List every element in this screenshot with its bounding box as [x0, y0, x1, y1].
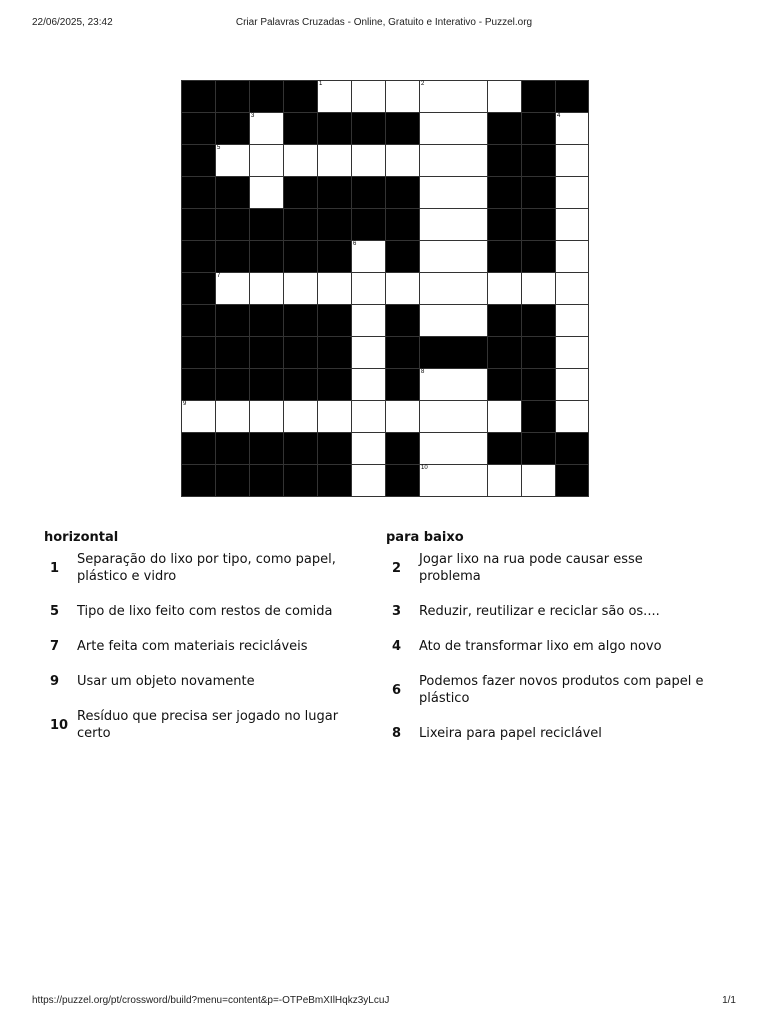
- clue-item: [386, 673, 706, 707]
- grid-cell-white[interactable]: [318, 145, 352, 177]
- page-title: Criar Palavras Cruzadas - Online, Gratuito e Interativo - Puzzel.org: [235, 17, 533, 28]
- grid-cell-black: [522, 241, 556, 273]
- grid-cell-black: [522, 369, 556, 401]
- clue-item: [44, 638, 344, 655]
- grid-cell-black: [386, 177, 420, 209]
- grid-cell-white[interactable]: [216, 273, 250, 305]
- grid-cell-black: [284, 113, 318, 145]
- grid-cell-white[interactable]: [318, 273, 352, 305]
- grid-cell-black: [488, 209, 522, 241]
- grid-cell-white[interactable]: [488, 273, 522, 305]
- clue-number-label: 4: [557, 113, 561, 119]
- grid-cell-white[interactable]: [250, 145, 284, 177]
- clue-number: 9: [50, 674, 60, 689]
- grid-cell-black: [386, 337, 420, 369]
- grid-cell-black: [216, 337, 250, 369]
- grid-cell-black: [250, 241, 284, 273]
- grid-cell-black: [318, 433, 352, 465]
- grid-cell-white[interactable]: [556, 209, 589, 241]
- clue-text: Tipo de lixo feito com restos de comida: [77, 604, 333, 619]
- clue-list-horizontal: [44, 551, 344, 742]
- grid-cell-black: [216, 113, 250, 145]
- grid-cell-black: [352, 113, 386, 145]
- grid-cell-black: [250, 305, 284, 337]
- grid-cell-white[interactable]: [556, 145, 589, 177]
- grid-cell-black: [216, 369, 250, 401]
- grid-cell-white[interactable]: [318, 401, 352, 433]
- grid-cell-white[interactable]: [556, 305, 589, 337]
- grid-cell-black: [182, 209, 216, 241]
- clue-number-label: 10: [421, 465, 428, 471]
- grid-cell-black: [284, 433, 318, 465]
- grid-cell-black: [216, 241, 250, 273]
- grid-cell-black: [182, 337, 216, 369]
- grid-cell-black: [488, 241, 522, 273]
- grid-cell-black: [182, 369, 216, 401]
- grid-cell-black: [522, 337, 556, 369]
- grid-cell-black: [318, 305, 352, 337]
- footer-url: https://puzzel.org/pt/crossword/build?menu=content&p=-OTPeBmXIlHqkz3yLcuJ: [32, 995, 390, 1006]
- grid-cell-black: [216, 209, 250, 241]
- grid-cell-black: [318, 241, 352, 273]
- clue-item: [386, 603, 706, 620]
- clue-number: 3: [392, 604, 402, 619]
- grid-cell-black: [318, 113, 352, 145]
- grid-cell-white[interactable]: [216, 145, 250, 177]
- clue-number: 10: [50, 717, 69, 733]
- clue-number-label: 1: [319, 81, 323, 87]
- grid-cell-black: [556, 433, 589, 465]
- clue-number-label: 5: [217, 145, 221, 151]
- grid-cell-black: [522, 305, 556, 337]
- grid-cell-white[interactable]: [284, 401, 318, 433]
- grid-cell-white[interactable]: [284, 145, 318, 177]
- grid-cell-black: [182, 81, 216, 113]
- grid-cell-black: [216, 305, 250, 337]
- grid-cell-white[interactable]: [556, 337, 589, 369]
- grid-cell-black: [284, 305, 318, 337]
- clue-number: 8: [392, 726, 402, 741]
- clues-horizontal-title: horizontal: [44, 530, 119, 545]
- grid-cell-white[interactable]: [284, 273, 318, 305]
- grid-cell-black: [386, 209, 420, 241]
- grid-cell-black: [556, 81, 589, 113]
- clue-text: Arte feita com materiais recicláveis: [77, 639, 308, 654]
- clue-number-label: 3: [251, 113, 255, 119]
- grid-cell-black: [522, 145, 556, 177]
- grid-cell-white[interactable]: [216, 401, 250, 433]
- grid-cell-white[interactable]: [420, 145, 488, 177]
- clue-number: 5: [50, 604, 60, 619]
- clue-number-label: 9: [183, 401, 187, 407]
- grid-cell-white[interactable]: [488, 81, 522, 113]
- grid-cell-black: [250, 337, 284, 369]
- grid-cell-white[interactable]: [182, 401, 216, 433]
- grid-cell-white[interactable]: [352, 241, 386, 273]
- grid-cell-black: [352, 177, 386, 209]
- crossword-grid: [181, 80, 589, 497]
- clue-number: 1: [50, 560, 60, 576]
- grid-cell-white[interactable]: [420, 369, 488, 401]
- grid-cell-white[interactable]: [556, 369, 589, 401]
- grid-cell-white[interactable]: [250, 113, 284, 145]
- grid-cell-white[interactable]: [488, 401, 522, 433]
- footer-page-number: 1/1: [722, 995, 736, 1006]
- grid-cell-black: [488, 177, 522, 209]
- clue-text: Lixeira para papel reciclável: [419, 726, 602, 741]
- grid-cell-black: [250, 465, 284, 497]
- grid-cell-white[interactable]: [556, 177, 589, 209]
- grid-cell-white[interactable]: [556, 401, 589, 433]
- clue-text: Resíduo que precisa ser jogado no lugar certo: [77, 709, 339, 741]
- grid-cell-black: [284, 369, 318, 401]
- grid-cell-black: [284, 81, 318, 113]
- clue-item: [44, 551, 344, 585]
- grid-cell-white[interactable]: [420, 113, 488, 145]
- clue-number-label: 2: [421, 81, 425, 87]
- grid-cell-black: [182, 145, 216, 177]
- clue-number-label: 7: [217, 273, 221, 279]
- grid-cell-white[interactable]: [420, 465, 488, 497]
- grid-cell-black: [284, 465, 318, 497]
- grid-cell-black: [284, 241, 318, 273]
- grid-cell-white[interactable]: [556, 273, 589, 305]
- grid-cell-white[interactable]: [420, 241, 488, 273]
- grid-cell-white[interactable]: [250, 273, 284, 305]
- grid-cell-black: [284, 337, 318, 369]
- grid-cell-white[interactable]: [522, 465, 556, 497]
- grid-cell-black: [522, 113, 556, 145]
- grid-cell-white[interactable]: [386, 401, 420, 433]
- grid-cell-black: [352, 209, 386, 241]
- grid-cell-black: [386, 113, 420, 145]
- grid-cell-black: [182, 465, 216, 497]
- grid-cell-white[interactable]: [352, 81, 386, 113]
- clue-item: [44, 708, 344, 742]
- clue-list-vertical: [386, 551, 706, 742]
- grid-cell-black: [216, 81, 250, 113]
- clue-text: Ato de transformar lixo em algo novo: [419, 639, 662, 654]
- grid-cell-black: [182, 241, 216, 273]
- grid-cell-black: [488, 433, 522, 465]
- grid-cell-black: [284, 209, 318, 241]
- grid-cell-white[interactable]: [352, 465, 386, 497]
- grid-cell-white[interactable]: [420, 81, 488, 113]
- grid-cell-white[interactable]: [386, 273, 420, 305]
- clues-vertical-title: para baixo: [386, 530, 464, 545]
- grid-cell-black: [318, 209, 352, 241]
- clues-horizontal: [44, 530, 344, 760]
- grid-cell-black: [522, 209, 556, 241]
- grid-cell-black: [216, 465, 250, 497]
- clue-text: Separação do lixo por tipo, como papel, plástico e vidro: [77, 552, 336, 584]
- grid-cell-black: [318, 337, 352, 369]
- grid-cell-black: [386, 241, 420, 273]
- grid-cell-white[interactable]: [352, 305, 386, 337]
- grid-cell-black: [386, 433, 420, 465]
- clue-item: [44, 673, 344, 690]
- grid-cell-black: [386, 305, 420, 337]
- grid-cell-white[interactable]: [420, 177, 488, 209]
- grid-cell-black: [318, 177, 352, 209]
- grid-cell-black: [182, 305, 216, 337]
- grid-cell-black: [522, 401, 556, 433]
- clue-item: [44, 603, 344, 620]
- grid-cell-white[interactable]: [420, 209, 488, 241]
- grid-cell-black: [386, 369, 420, 401]
- grid-cell-white[interactable]: [556, 241, 589, 273]
- grid-cell-black: [522, 81, 556, 113]
- clue-number-label: 8: [421, 369, 425, 375]
- clue-text: Jogar lixo na rua pode causar esse problema: [419, 552, 643, 584]
- clue-number: 6: [392, 682, 402, 698]
- grid-cell-black: [182, 273, 216, 305]
- clue-item: [386, 725, 706, 742]
- grid-cell-white[interactable]: [352, 369, 386, 401]
- clue-number: 2: [392, 560, 402, 576]
- grid-cell-black: [488, 337, 522, 369]
- print-datetime: 22/06/2025, 23:42: [32, 17, 113, 28]
- grid-cell-white[interactable]: [522, 273, 556, 305]
- grid-cell-white[interactable]: [488, 465, 522, 497]
- grid-cell-white[interactable]: [420, 401, 488, 433]
- grid-cell-white[interactable]: [352, 145, 386, 177]
- grid-cell-white[interactable]: [386, 81, 420, 113]
- grid-cell-white[interactable]: [352, 273, 386, 305]
- grid-cell-black: [216, 433, 250, 465]
- grid-cell-black: [488, 369, 522, 401]
- grid-cell-black: [488, 305, 522, 337]
- grid-cell-black: [386, 465, 420, 497]
- grid-cell-black: [420, 337, 488, 369]
- grid-cell-black: [556, 465, 589, 497]
- clue-item: [386, 638, 706, 655]
- clue-item: [386, 551, 706, 585]
- grid-cell-white[interactable]: [352, 337, 386, 369]
- grid-cell-black: [488, 145, 522, 177]
- grid-cell-white[interactable]: [420, 305, 488, 337]
- grid-cell-black: [216, 177, 250, 209]
- grid-cell-white[interactable]: [386, 145, 420, 177]
- grid-cell-black: [522, 433, 556, 465]
- grid-cell-white[interactable]: [352, 433, 386, 465]
- grid-cell-black: [250, 369, 284, 401]
- clue-text: Reduzir, reutilizar e reciclar são os....: [419, 604, 660, 619]
- clues-vertical: [386, 530, 706, 760]
- clue-number: 4: [392, 639, 402, 654]
- grid-cell-black: [182, 113, 216, 145]
- grid-cell-black: [182, 177, 216, 209]
- grid-cell-white[interactable]: [420, 433, 488, 465]
- grid-cell-black: [318, 465, 352, 497]
- grid-cell-black: [250, 209, 284, 241]
- grid-cell-black: [284, 177, 318, 209]
- grid-cell-black: [318, 369, 352, 401]
- grid-cell-white[interactable]: [318, 81, 352, 113]
- grid-cell-white[interactable]: [250, 401, 284, 433]
- grid-cell-black: [182, 433, 216, 465]
- grid-cell-white[interactable]: [250, 177, 284, 209]
- clue-number: 7: [50, 639, 60, 654]
- grid-cell-white[interactable]: [352, 401, 386, 433]
- grid-cell-black: [488, 113, 522, 145]
- grid-cell-black: [522, 177, 556, 209]
- grid-cell-black: [250, 81, 284, 113]
- clue-text: Usar um objeto novamente: [77, 674, 255, 689]
- grid-cell-white[interactable]: [556, 113, 589, 145]
- clue-number-label: 6: [353, 241, 357, 247]
- grid-cell-black: [250, 433, 284, 465]
- clue-text: Podemos fazer novos produtos com papel e plástico: [419, 674, 704, 706]
- grid-cell-white[interactable]: [420, 273, 488, 305]
